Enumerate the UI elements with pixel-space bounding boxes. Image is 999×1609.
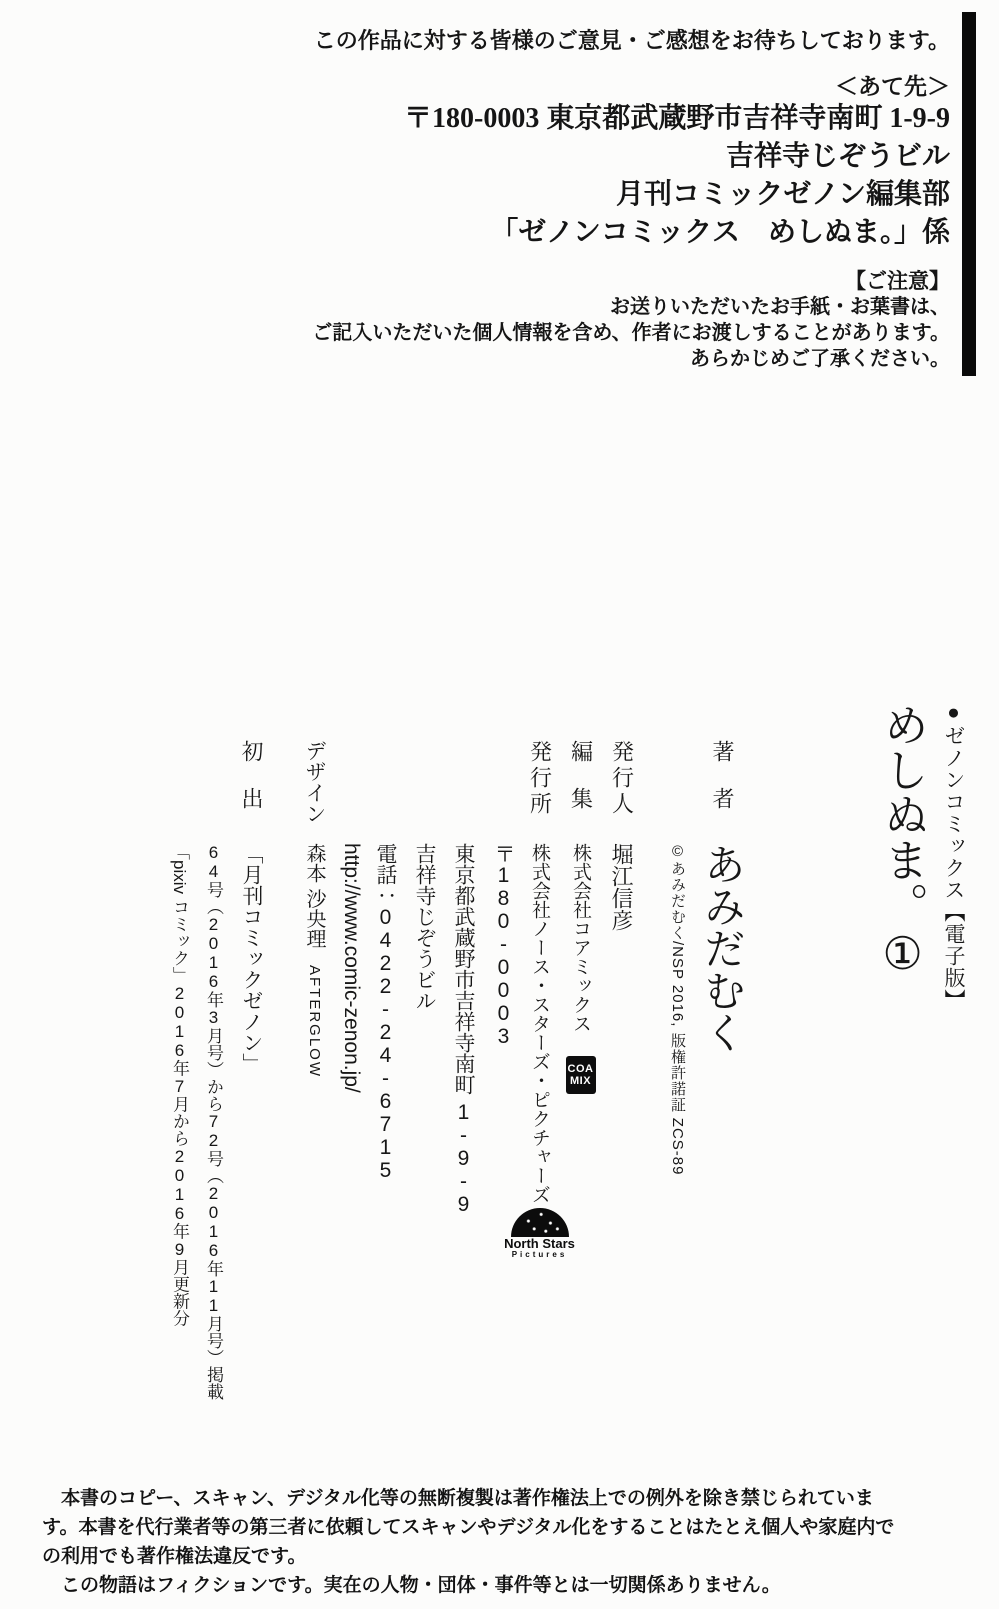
publisher-person-label: 発行人 xyxy=(609,740,635,818)
text-segment: 180-0003 xyxy=(492,864,515,1048)
north-stars-dome-icon xyxy=(511,1208,569,1237)
text-segment: コミック」 xyxy=(170,894,189,984)
author-column xyxy=(692,688,752,1312)
book-title: めしぬま。① xyxy=(877,702,928,980)
notice-line: あらかじめご了承ください。 xyxy=(690,348,950,370)
notice-line: お送りいただいたお手紙・お葉書は、 xyxy=(610,296,950,318)
text-segment: 号（ xyxy=(204,881,223,915)
mailing-address-line: 「ゼノンコミックス めしぬま。」係 xyxy=(490,217,950,248)
text-segment: 3 xyxy=(204,1008,223,1027)
text-segment: 2016 xyxy=(204,1184,223,1260)
text-segment: 年 xyxy=(170,1222,189,1240)
text-segment: 年 xyxy=(170,1059,189,1077)
building-name: 吉祥寺じぞうビル xyxy=(413,843,436,1011)
text-segment: 月から xyxy=(170,1095,189,1147)
coamix-logo xyxy=(566,1056,596,1094)
copyright-line: ©あみだむく/NSP 2016, 版権許諾証 ZCS-89 xyxy=(669,843,686,1176)
text-segment: 2016 xyxy=(170,983,189,1060)
series-name-column xyxy=(938,688,968,1312)
text-segment: 0422-24-6715 xyxy=(374,906,397,1182)
text-segment: 9 xyxy=(170,1239,189,1259)
legal-notice-block xyxy=(42,1484,904,1600)
phone-column xyxy=(370,688,400,1312)
publisher-company-column xyxy=(504,688,575,1312)
text-segment: 7 xyxy=(170,1076,189,1096)
website-url: http://www.comic-zenon.jp/ xyxy=(340,843,363,1093)
publisher-address-column xyxy=(448,688,478,1312)
publisher-company-label: 発行所 xyxy=(527,740,553,818)
design-label: デザイン xyxy=(303,740,326,824)
text-segment: 年 xyxy=(204,991,223,1008)
book-title-column xyxy=(870,688,935,1312)
text-segment: 号（ xyxy=(204,1150,223,1184)
copyright-column xyxy=(667,688,688,1312)
designer-name: 森本 沙央理 xyxy=(303,843,325,949)
text-segment: 月号）掲載 xyxy=(204,1315,223,1400)
text-segment: 電話： xyxy=(374,843,397,906)
text-segment: 2016 xyxy=(204,915,223,991)
text-segment: 年 xyxy=(204,1260,223,1277)
coamix-logo-text-top: COA xyxy=(567,1063,594,1075)
colophon-block xyxy=(167,688,968,1400)
pixiv-publication-column xyxy=(167,688,192,1327)
addressee-label: ＜あて先＞ xyxy=(835,74,950,99)
text-segment: 月更新分 xyxy=(170,1258,189,1327)
text-segment: 2016 xyxy=(170,1146,189,1223)
copyright-warning-paragraph: 本書のコピー、スキャン、デジタル化等の無断複製は著作権法上での例外を除き禁じられています。本書を代行業者等の第三者に依頼してスキャンやデジタル化をすることはたとえ個人や家庭内での利用でも著作権法違反です。 xyxy=(42,1488,895,1567)
publisher-person-name: 堀江信彦 xyxy=(609,843,634,931)
publisher-building-column xyxy=(409,688,439,1312)
author-label: 著者 xyxy=(710,740,735,834)
north-stars-logo-sub: Pictures xyxy=(511,1250,568,1259)
text-segment: 1-9-9 xyxy=(452,1100,475,1216)
decorative-vertical-bar xyxy=(962,12,976,376)
postal-code-column xyxy=(488,688,518,1312)
mailing-address-line: 吉祥寺じぞうビル xyxy=(725,141,950,172)
text-segment: 72 xyxy=(204,1112,223,1150)
mailing-address-line: 月刊コミックゼノン編集部 xyxy=(615,179,950,210)
feedback-invitation-line: この作品に対する皆様のご意見・ご感想をお待ちしております。 xyxy=(313,28,950,53)
text-segment: 東京都武蔵野市吉祥寺南町 xyxy=(452,843,475,1101)
text-segment: 「 xyxy=(170,843,189,860)
text-segment: 11 xyxy=(204,1277,223,1315)
editor-label: 編集 xyxy=(568,740,594,834)
mailing-address-line: 〒180-0003 東京都武蔵野市吉祥寺南町 1-9-9 xyxy=(404,103,950,134)
text-segment: 64 xyxy=(204,843,223,881)
coamix-logo-text-bottom: MIX xyxy=(569,1075,592,1087)
series-name: ゼノンコミックス【電子版】 xyxy=(942,725,965,1011)
first-publication-magazine: 「月刊コミックゼノン」 xyxy=(240,843,263,1074)
text-segment: 〒 xyxy=(492,843,515,864)
bullet-icon: ● xyxy=(942,701,965,725)
notice-line: ご記入いただいた個人情報を含め、作者にお渡しすることがあります。 xyxy=(312,322,950,344)
notice-title: 【ご注意】 xyxy=(845,269,950,293)
design-studio-name: AFTERGLOW xyxy=(306,964,323,1078)
editor-company-name: 株式会社コアミックス xyxy=(570,843,591,1033)
north-stars-logo-name: North Stars xyxy=(504,1236,575,1251)
magazine-issues-column xyxy=(201,688,226,1400)
author-name: あみだむく xyxy=(699,843,746,1053)
mailing-address-block xyxy=(404,100,950,252)
website-url-column xyxy=(339,688,363,1312)
first-publication-column xyxy=(236,688,266,1312)
first-publication-label: 初出 xyxy=(239,740,264,834)
text-segment: pixiv xyxy=(170,860,189,895)
publisher-company-name: 株式会社ノース・スターズ・ピクチャーズ xyxy=(529,843,550,1204)
notice-block xyxy=(312,268,950,372)
fiction-disclaimer-paragraph: この物語はフィクションです。実在の人物・団体・事件等とは一切関係ありません。 xyxy=(61,1575,781,1596)
text-segment: 月号）から xyxy=(204,1027,223,1112)
publisher-person-column xyxy=(606,688,637,1312)
design-credit-column xyxy=(300,688,329,1312)
